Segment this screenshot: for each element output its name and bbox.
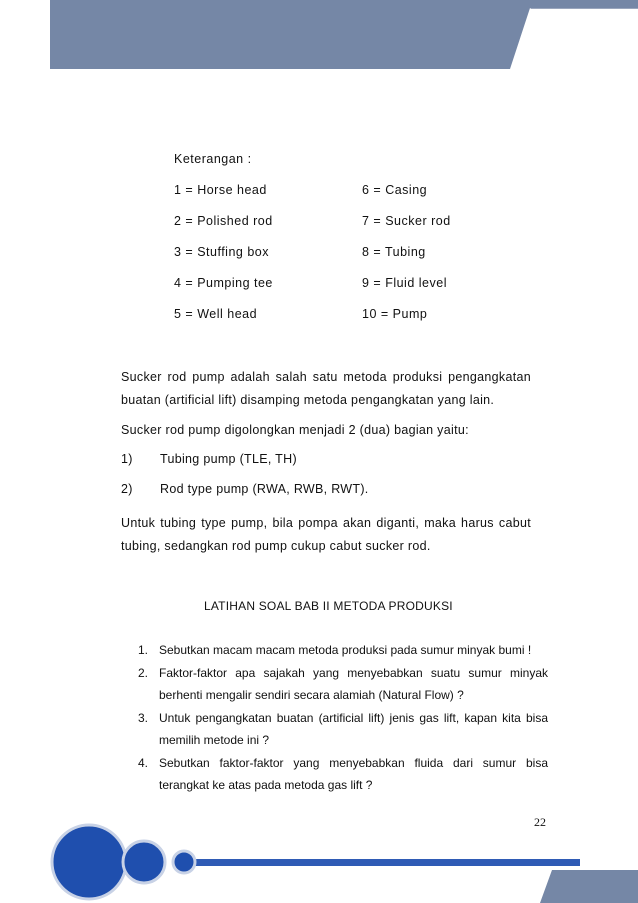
- legend-item: 9 = Fluid level: [362, 276, 447, 290]
- legend-title: Keterangan :: [174, 152, 252, 166]
- exercise-text: Faktor-faktor apa sajakah yang menyebabkan suatu sumur minyak berhenti mengalir sendiri secara alamiah (Natural Flow) ?: [159, 665, 548, 702]
- legend-item: 10 = Pump: [362, 307, 428, 321]
- legend-item: 5 = Well head: [174, 307, 258, 321]
- paragraph-line: tubing, sedangkan rod pump cukup cabut sucker rod.: [121, 539, 431, 553]
- exercise-text: Sebutkan faktor-faktor yang menyebabkan fluida dari sumur bisa terangkat ke atas pada metoda gas lift ?: [159, 755, 548, 792]
- list-number: 1): [121, 452, 133, 466]
- legend-item: 6 = Casing: [362, 183, 428, 197]
- exercise-list: [138, 639, 548, 797]
- paragraph-line: Untuk tubing type pump, bila pompa akan diganti, maka harus cabut: [121, 516, 531, 530]
- exercise-number: 4.: [138, 755, 149, 770]
- exercise-text: Sebutkan macam macam metoda produksi pada sumur minyak bumi !: [159, 643, 532, 657]
- list-text: Rod type pump (RWA, RWB, RWT).: [160, 482, 369, 496]
- footer-decoration: [0, 818, 638, 903]
- exercise-number: 2.: [138, 665, 149, 680]
- page-number: 22: [534, 815, 546, 829]
- legend-item: 1 = Horse head: [174, 183, 267, 197]
- legend-item: 3 = Stuffing box: [174, 245, 269, 259]
- legend-item: 2 = Polished rod: [174, 214, 273, 228]
- exercise-item: [138, 639, 548, 662]
- header-band: [0, 0, 638, 75]
- exercise-number: 1.: [138, 643, 149, 657]
- exercise-text: Untuk pengangkatan buatan (artificial lift) jenis gas lift, kapan kita bisa memilih metode ini ?: [159, 710, 548, 747]
- exercise-number: 3.: [138, 710, 149, 725]
- legend-item: 4 = Pumping tee: [174, 276, 273, 290]
- section-title: LATIHAN SOAL BAB II METODA PRODUKSI: [204, 599, 453, 613]
- paragraph: Sucker rod pump digolongkan menjadi 2 (dua) bagian yaitu:: [121, 423, 469, 437]
- paragraph-line: Sucker rod pump adalah salah satu metoda produksi pengangkatan: [121, 370, 531, 384]
- exercise-item: [138, 662, 548, 707]
- exercise-item: [138, 707, 548, 752]
- footer-circle-medium: [123, 841, 165, 883]
- exercise-item: [138, 752, 548, 797]
- legend-item: 7 = Sucker rod: [362, 214, 451, 228]
- list-text: Tubing pump (TLE, TH): [160, 452, 297, 466]
- footer-circle-small: [173, 851, 195, 873]
- footer-circle-large: [52, 825, 126, 899]
- legend-item: 8 = Tubing: [362, 245, 426, 259]
- paragraph-line: buatan (artificial lift) disamping metoda pengangkatan yang lain.: [121, 393, 495, 407]
- list-number: 2): [121, 482, 133, 496]
